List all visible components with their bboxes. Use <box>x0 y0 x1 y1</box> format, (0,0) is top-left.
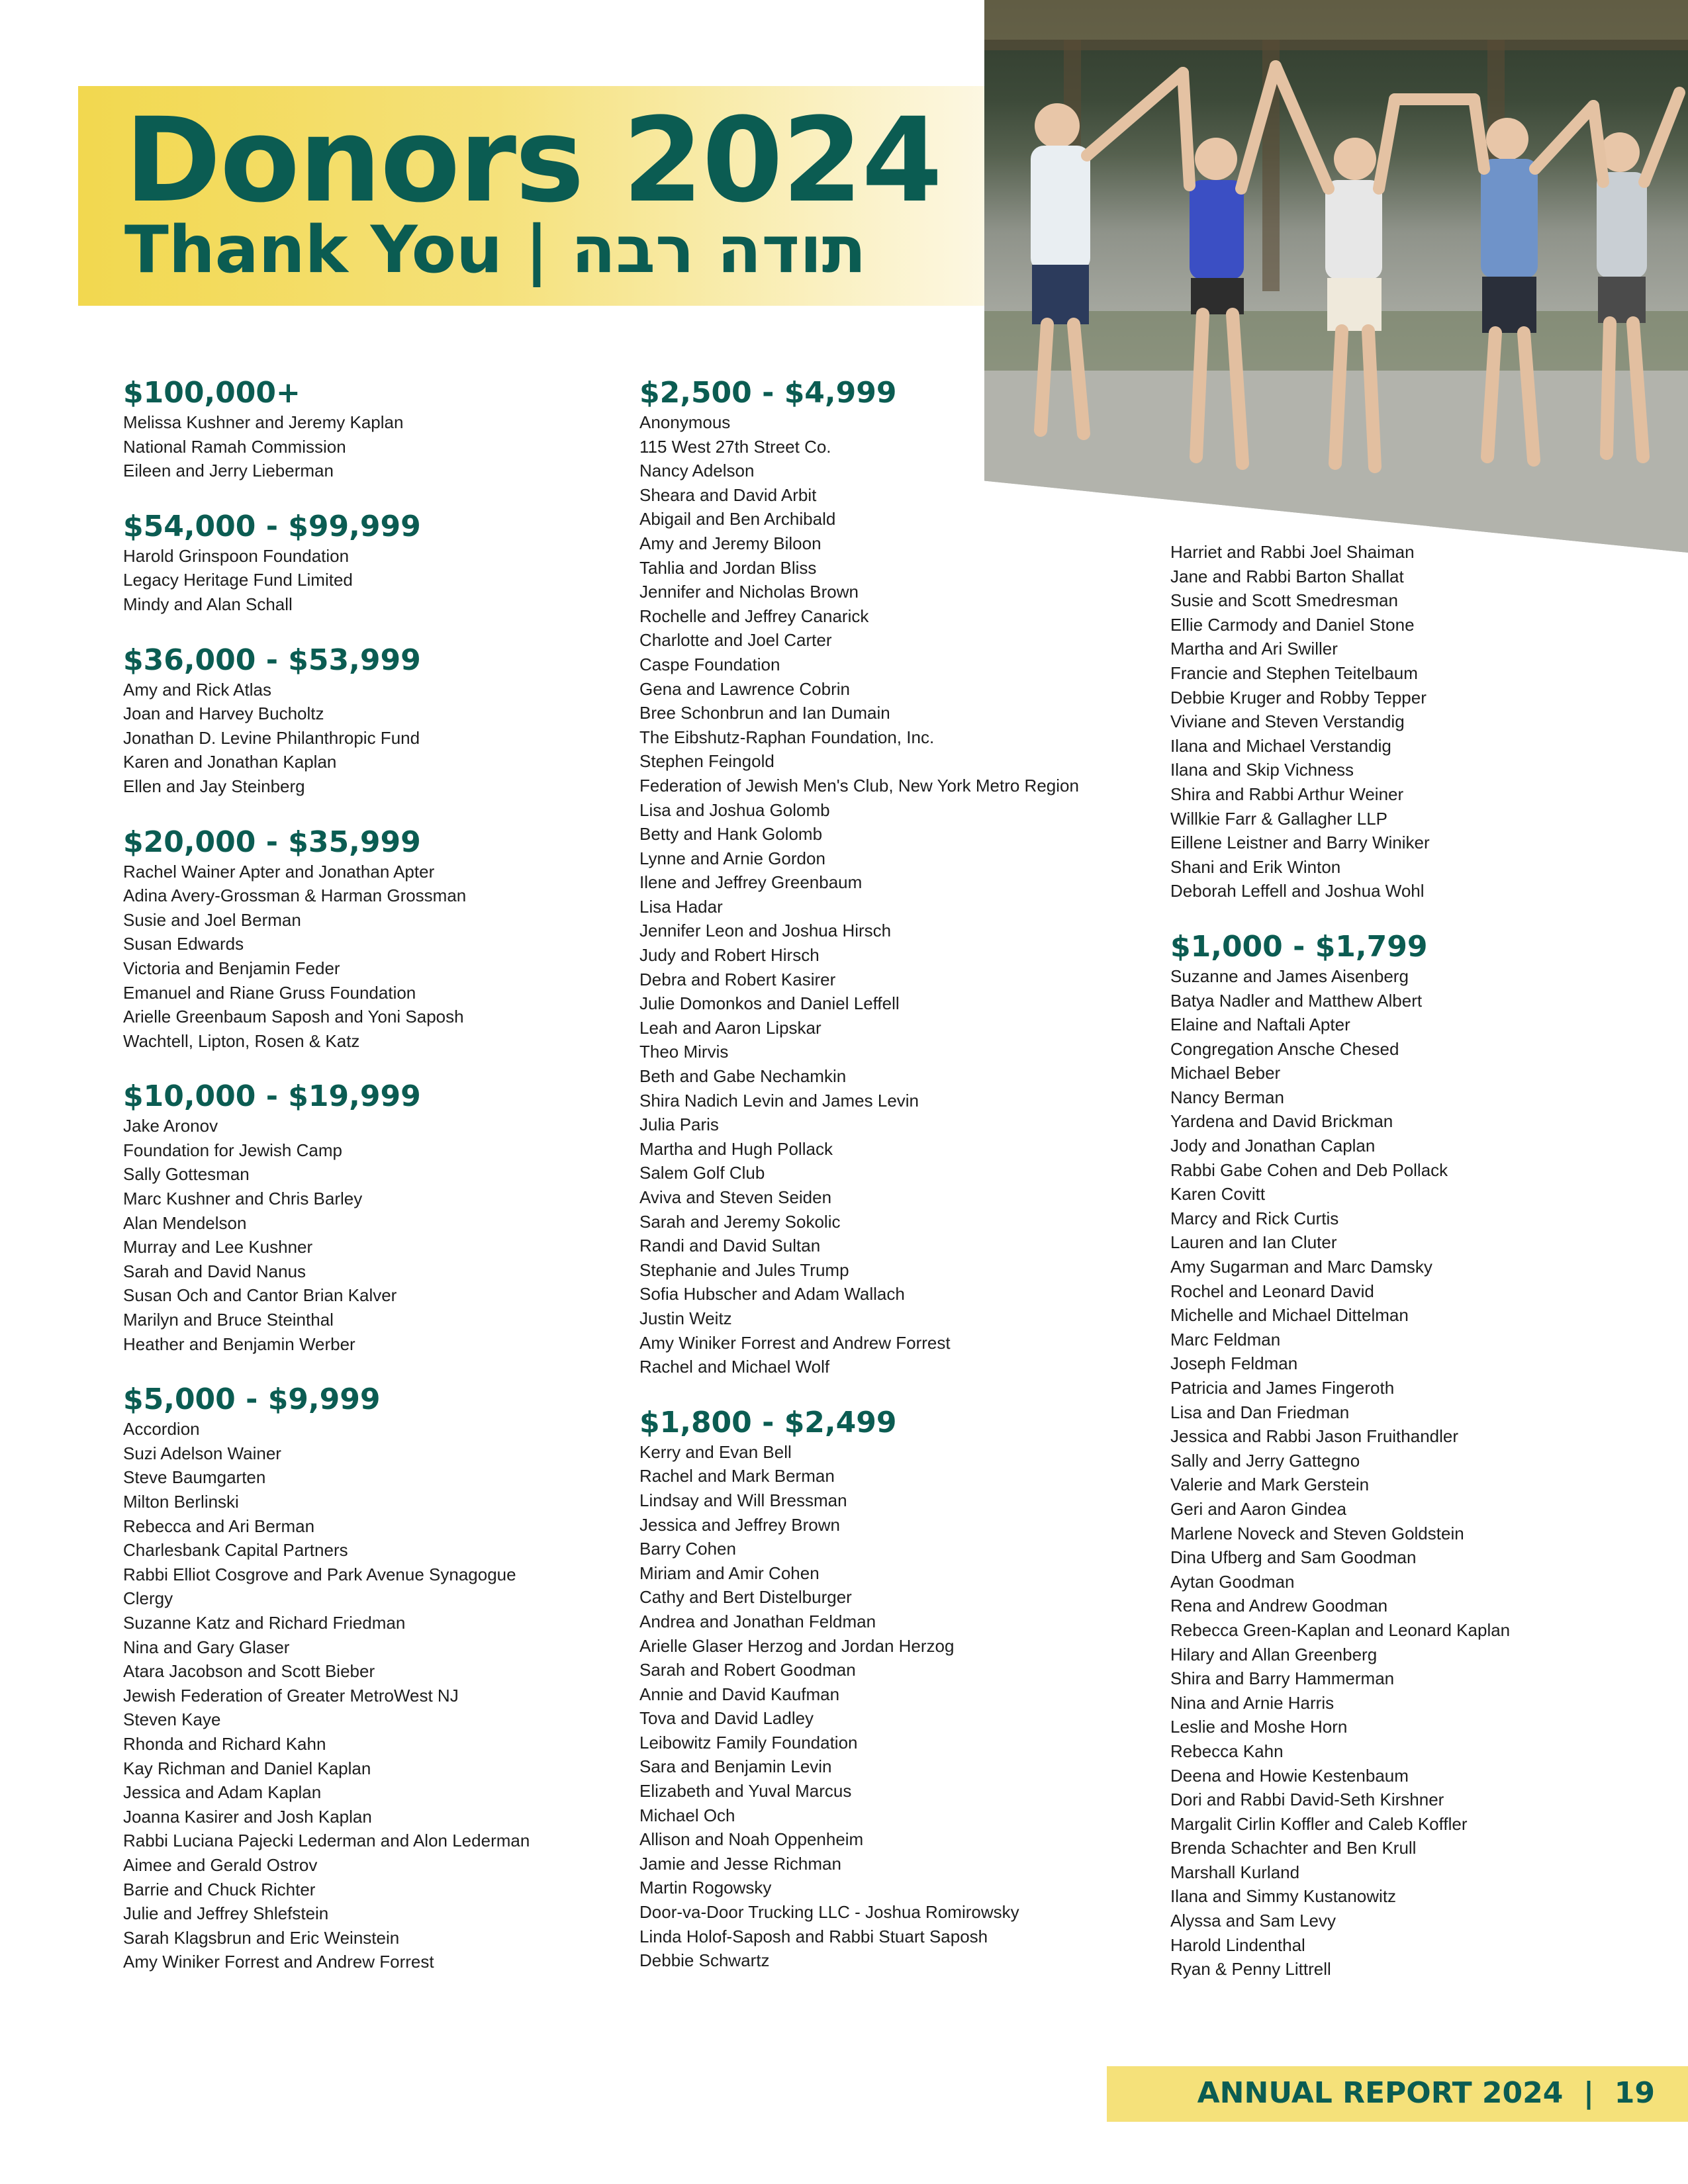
donor-name: Door-va-Door Trucking LLC - Joshua Romirowsky <box>639 1902 1019 1923</box>
donor-name: Valerie and Mark Gerstein <box>1170 1475 1370 1495</box>
donor-name: Ilana and Skip Vichness <box>1170 760 1354 780</box>
donor-name: Tova and David Ladley <box>639 1708 814 1729</box>
donor-list <box>123 1417 626 1974</box>
donor-name: Lindsay and Will Bressman <box>639 1490 847 1510</box>
donor-name: Nina and Gary Glaser <box>123 1637 290 1657</box>
donor-name: Eileen and Jerry Lieberman <box>123 461 334 481</box>
donor-name: Ellie Carmody and Daniel Stone <box>1170 614 1415 635</box>
donor-list <box>123 678 626 799</box>
donor-name: Sally Gottesman <box>123 1164 250 1185</box>
donor-name: Ryan & Penny Littrell <box>1170 1959 1331 1979</box>
donor-name: Clergy <box>123 1588 173 1609</box>
donor-name: Rebecca Green-Kaplan and Leonard Kaplan <box>1170 1619 1511 1640</box>
donor-name: Legacy Heritage Fund Limited <box>123 570 353 590</box>
donor-name: Lisa and Joshua Golomb <box>639 799 830 820</box>
donor-level-section <box>123 376 626 483</box>
donor-name: Barrie and Chuck Richter <box>123 1879 316 1899</box>
page-title: Donors 2024 <box>124 93 941 228</box>
donor-level-section <box>639 1406 1162 1973</box>
donor-name: Harriet and Rabbi Joel Shaiman <box>1170 542 1415 562</box>
donor-name: Viviane and Steven Verstandig <box>1170 711 1405 732</box>
donor-name: Stephanie and Jules Trump <box>639 1259 849 1280</box>
donor-level-heading: $10,000 - $19,999 <box>123 1079 421 1114</box>
donor-name: Victoria and Benjamin Feder <box>123 958 340 978</box>
donor-name: Leah and Aaron Lipskar <box>639 1017 821 1038</box>
donor-name: Accordion <box>123 1419 200 1439</box>
donor-name: Marcy and Rick Curtis <box>1170 1208 1339 1228</box>
donor-level-section <box>123 1079 626 1356</box>
donor-name: Dina Ufberg and Sam Goodman <box>1170 1547 1417 1568</box>
donor-level-section <box>639 376 1162 1379</box>
donor-name: Eillene Leistner and Barry Winiker <box>1170 833 1430 853</box>
donor-name: Brenda Schachter and Ben Krull <box>1170 1838 1417 1858</box>
donor-name: Linda Holof-Saposh and Rabbi Stuart Saposh <box>639 1926 988 1946</box>
donor-name: Wachtell, Lipton, Rosen & Katz <box>123 1030 360 1051</box>
donor-name: Shira and Rabbi Arthur Weiner <box>1170 784 1404 804</box>
donor-name: Aytan Goodman <box>1170 1571 1295 1592</box>
donor-name: Elaine and Naftali Apter <box>1170 1015 1350 1035</box>
donor-name: Marlene Noveck and Steven Goldstein <box>1170 1523 1464 1543</box>
donor-name: Ilana and Michael Verstandig <box>1170 735 1391 756</box>
donor-name: Steven Kaye <box>123 1709 221 1730</box>
donor-list <box>639 1440 1162 1973</box>
donor-name: Theo Mirvis <box>639 1042 729 1062</box>
donor-name: Martha and Ari Swiller <box>1170 639 1338 659</box>
donor-name: Jake Aronov <box>123 1116 218 1136</box>
donor-name: Harold Lindenthal <box>1170 1934 1305 1955</box>
donor-name: Kay Richman and Daniel Kaplan <box>123 1758 371 1778</box>
donor-name: Karen and Jonathan Kaplan <box>123 752 337 772</box>
donor-name: Batya Nadler and Matthew Albert <box>1170 990 1423 1011</box>
donor-name: Justin Weitz <box>639 1308 732 1328</box>
donor-name: Martin Rogowsky <box>639 1878 772 1898</box>
donor-name: Atara Jacobson and Scott Bieber <box>123 1661 375 1682</box>
page-number: 19 <box>1614 2076 1655 2110</box>
donor-name: Bree Schonbrun and Ian Dumain <box>639 703 890 723</box>
donor-name: Patricia and James Fingeroth <box>1170 1378 1395 1398</box>
donor-name: Lisa and Dan Friedman <box>1170 1402 1350 1422</box>
donor-name: Milton Berlinski <box>123 1492 239 1512</box>
donor-list <box>639 410 1162 1379</box>
donor-name: Karen Covitt <box>1170 1184 1266 1205</box>
donor-name: Jamie and Jesse Richman <box>639 1853 841 1874</box>
donor-level-heading: $54,000 - $99,999 <box>123 509 421 543</box>
donor-name: Yardena and David Brickman <box>1170 1111 1393 1132</box>
donor-name: Jessica and Adam Kaplan <box>123 1782 322 1803</box>
donor-name: Sofia Hubscher and Adam Wallach <box>639 1284 905 1304</box>
donor-name: Margalit Cirlin Koffler and Caleb Koffler <box>1170 1813 1468 1834</box>
donor-name: Murray and Lee Kushner <box>123 1237 313 1257</box>
donor-name: Rochelle and Jeffrey Canarick <box>639 606 869 626</box>
donor-name: Harold Grinspoon Foundation <box>123 545 350 566</box>
donor-name: Barry Cohen <box>639 1539 736 1559</box>
donor-name: Jonathan D. Levine Philanthropic Fund <box>123 727 420 748</box>
donor-name: Beth and Gabe Nechamkin <box>639 1066 847 1087</box>
donor-list <box>123 860 626 1054</box>
donor-level-section <box>123 1383 626 1974</box>
donor-name: Sarah and Jeremy Sokolic <box>639 1211 841 1232</box>
donor-name: Joan and Harvey Bucholtz <box>123 704 324 724</box>
donor-name: Michael Och <box>639 1805 735 1825</box>
donor-name: Joanna Kasirer and Josh Kaplan <box>123 1806 372 1827</box>
donor-name: Rachel and Mark Berman <box>639 1466 835 1486</box>
donor-level-section <box>123 643 626 799</box>
donor-name: Susan Edwards <box>123 934 244 954</box>
donor-level-heading: $5,000 - $9,999 <box>123 1383 381 1417</box>
donor-name: Lisa Hadar <box>639 896 723 917</box>
donor-name: Foundation for Jewish Camp <box>123 1140 342 1160</box>
donor-name: Alan Mendelson <box>123 1212 247 1233</box>
donor-name: Martha and Hugh Pollack <box>639 1138 833 1159</box>
donor-level-heading: $20,000 - $35,999 <box>123 825 421 859</box>
donor-name: Charlotte and Joel Carter <box>639 630 832 651</box>
donor-name: Marilyn and Bruce Steinthal <box>123 1310 334 1330</box>
donor-name: 115 West 27th Street Co. <box>639 436 831 457</box>
donor-name: Susie and Joel Berman <box>123 909 301 930</box>
donor-name: Suzanne Katz and Richard Friedman <box>123 1612 406 1633</box>
donor-name: Nancy Berman <box>1170 1087 1284 1107</box>
donor-name: Salem Golf Club <box>639 1163 765 1183</box>
donor-name: Susan Och and Cantor Brian Kalver <box>123 1285 397 1306</box>
donor-column-1 <box>123 376 626 2001</box>
donor-name: Dori and Rabbi David-Seth Kirshner <box>1170 1790 1444 1810</box>
donor-name: Jewish Federation of Greater MetroWest NJ <box>123 1685 459 1706</box>
donor-column-3 <box>1170 540 1673 2008</box>
donor-name: Hilary and Allan Greenberg <box>1170 1644 1378 1664</box>
donor-name: Francie and Stephen Teitelbaum <box>1170 662 1418 683</box>
donor-name: Sara and Benjamin Levin <box>639 1756 832 1777</box>
donor-name: Allison and Noah Oppenheim <box>639 1829 864 1850</box>
donor-name: Shira Nadich Levin and James Levin <box>639 1090 919 1111</box>
donor-name: Melissa Kushner and Jeremy Kaplan <box>123 412 404 432</box>
donor-name: Jessica and Jeffrey Brown <box>639 1514 840 1535</box>
donor-name: Rebecca and Ari Berman <box>123 1516 315 1536</box>
donor-level-heading: $2,500 - $4,999 <box>639 376 897 410</box>
donor-name: Ilana and Simmy Kustanowitz <box>1170 1886 1397 1907</box>
donor-name: Ilene and Jeffrey Greenbaum <box>639 872 863 893</box>
donor-name: Emanuel and Riane Gruss Foundation <box>123 982 416 1003</box>
donor-list <box>1170 964 1673 1981</box>
donor-name: Jennifer Leon and Joshua Hirsch <box>639 921 892 941</box>
donor-name: Sarah and Robert Goodman <box>639 1660 856 1680</box>
donor-name: Charlesbank Capital Partners <box>123 1540 348 1561</box>
donor-name: Marc Feldman <box>1170 1329 1281 1349</box>
donor-name: Jody and Jonathan Caplan <box>1170 1136 1376 1156</box>
donor-name: National Ramah Commission <box>123 436 346 457</box>
donor-name: Julie Domonkos and Daniel Leffell <box>639 993 900 1014</box>
donor-name: Debra and Robert Kasirer <box>639 969 836 989</box>
donor-name: Debbie Kruger and Robby Tepper <box>1170 687 1427 707</box>
donor-level-section-continued <box>1170 540 1673 903</box>
donor-name: Gena and Lawrence Cobrin <box>639 678 850 699</box>
donor-name: Michelle and Michael Dittelman <box>1170 1305 1409 1326</box>
donor-name: Miriam and Amir Cohen <box>639 1563 820 1583</box>
donor-name: Lauren and Ian Cluter <box>1170 1232 1337 1253</box>
donor-name: Lynne and Arnie Gordon <box>639 848 825 868</box>
donor-name: Nina and Arnie Harris <box>1170 1692 1335 1713</box>
donor-name: Sheara and David Arbit <box>639 484 817 505</box>
donor-name: Michael Beber <box>1170 1063 1281 1083</box>
donor-level-heading: $36,000 - $53,999 <box>123 643 421 677</box>
donor-name: Aviva and Steven Seiden <box>639 1187 832 1207</box>
donor-name: Tahlia and Jordan Bliss <box>639 557 817 578</box>
donor-level-section <box>1170 930 1673 1981</box>
donor-name: Caspe Foundation <box>639 654 780 674</box>
donor-name: Rochel and Leonard David <box>1170 1281 1374 1301</box>
donor-name: Mindy and Alan Schall <box>123 594 293 614</box>
donor-level-heading: $100,000+ <box>123 376 301 410</box>
donor-name: Federation of Jewish Men's Club, New York Metro Region <box>639 775 1079 796</box>
donor-name: Jane and Rabbi Barton Shallat <box>1170 566 1404 586</box>
donor-list <box>123 544 626 617</box>
donor-name: Amy Winiker Forrest and Andrew Forrest <box>123 1952 434 1972</box>
footer-separator: | <box>1583 2076 1595 2110</box>
donor-name: Congregation Ansche Chesed <box>1170 1038 1399 1059</box>
donor-name: Jennifer and Nicholas Brown <box>639 582 859 602</box>
donor-name: Judy and Robert Hirsch <box>639 945 820 966</box>
donor-name: Rachel and Michael Wolf <box>639 1357 830 1377</box>
donor-name: Anonymous <box>639 412 731 432</box>
donor-name: Kerry and Evan Bell <box>639 1441 792 1462</box>
donor-name: Rhonda and Richard Kahn <box>123 1733 326 1754</box>
donor-name: Suzanne and James Aisenberg <box>1170 966 1409 986</box>
donor-name: Debbie Schwartz <box>639 1950 770 1971</box>
donor-name: Rebecca Kahn <box>1170 1741 1284 1761</box>
donor-name: Annie and David Kaufman <box>639 1684 840 1704</box>
donor-list <box>123 410 626 483</box>
donor-name: Nancy Adelson <box>639 461 755 481</box>
donor-level-heading: $1,000 - $1,799 <box>1170 929 1428 964</box>
footer <box>1197 2073 1655 2113</box>
donor-name: Sally and Jerry Gattegno <box>1170 1450 1360 1471</box>
donor-name: Adina Avery-Grossman & Harman Grossman <box>123 886 467 906</box>
donor-name: Alyssa and Sam Levy <box>1170 1911 1336 1931</box>
donor-name: Geri and Aaron Gindea <box>1170 1498 1346 1519</box>
donor-name: Shani and Erik Winton <box>1170 856 1341 877</box>
donor-name: Shira and Barry Hammerman <box>1170 1668 1395 1689</box>
donor-name: Amy Sugarman and Marc Damsky <box>1170 1257 1432 1277</box>
donor-name: Julie and Jeffrey Shlefstein <box>123 1903 329 1924</box>
footer-label: ANNUAL REPORT 2024 <box>1197 2076 1564 2110</box>
donor-list <box>1170 540 1673 903</box>
donor-level-heading: $1,800 - $2,499 <box>639 1405 897 1439</box>
donor-name: Susie and Scott Smedresman <box>1170 590 1398 611</box>
page-subtitle: Thank You | תודה רבה <box>124 212 867 288</box>
donor-name: Joseph Feldman <box>1170 1353 1298 1374</box>
donor-name: Amy and Jeremy Biloon <box>639 533 821 553</box>
donor-name: Rachel Wainer Apter and Jonathan Apter <box>123 861 435 882</box>
donor-name: Cathy and Bert Distelburger <box>639 1587 852 1608</box>
donor-name: The Eibshutz-Raphan Foundation, Inc. <box>639 727 935 747</box>
donor-column-2 <box>639 376 1162 1999</box>
donor-name: Rabbi Elliot Cosgrove and Park Avenue Synagogue <box>123 1564 516 1584</box>
donor-name: Amy and Rick Atlas <box>123 679 271 700</box>
donor-name: Abigail and Ben Archibald <box>639 509 836 529</box>
donor-name: Sarah and David Nanus <box>123 1261 306 1281</box>
donor-name: Heather and Benjamin Werber <box>123 1334 355 1354</box>
donor-name: Rena and Andrew Goodman <box>1170 1596 1388 1616</box>
donor-name: Jessica and Rabbi Jason Fruithandler <box>1170 1426 1459 1447</box>
donor-name: Randi and David Sultan <box>639 1236 821 1256</box>
donor-name: Leslie and Moshe Horn <box>1170 1717 1348 1737</box>
donor-name: Deena and Howie Kestenbaum <box>1170 1765 1409 1786</box>
donor-name: Leibowitz Family Foundation <box>639 1732 858 1752</box>
donor-name: Marshall Kurland <box>1170 1862 1300 1882</box>
donor-name: Stephen Feingold <box>639 751 774 772</box>
donor-name: Sarah Klagsbrun and Eric Weinstein <box>123 1927 400 1948</box>
donor-name: Aimee and Gerald Ostrov <box>123 1854 318 1875</box>
donor-name: Arielle Greenbaum Saposh and Yoni Saposh <box>123 1007 464 1027</box>
donor-name: Elizabeth and Yuval Marcus <box>639 1781 852 1801</box>
donor-level-section <box>123 510 626 617</box>
donor-name: Julia Paris <box>639 1115 719 1135</box>
donor-name: Arielle Glaser Herzog and Jordan Herzog <box>639 1635 955 1656</box>
donor-name: Rabbi Gabe Cohen and Deb Pollack <box>1170 1160 1448 1180</box>
donor-level-section <box>123 825 626 1054</box>
donor-name: Andrea and Jonathan Feldman <box>639 1611 876 1631</box>
donor-name: Steve Baumgarten <box>123 1467 266 1488</box>
donor-name: Deborah Leffell and Joshua Wohl <box>1170 881 1425 901</box>
donor-name: Marc Kushner and Chris Barley <box>123 1189 363 1209</box>
donor-name: Willkie Farr & Gallagher LLP <box>1170 808 1387 829</box>
donor-list <box>123 1114 626 1356</box>
donor-name: Ellen and Jay Steinberg <box>123 776 305 796</box>
donor-name: Rabbi Luciana Pajecki Lederman and Alon Lederman <box>123 1831 530 1851</box>
donor-name: Betty and Hank Golomb <box>639 824 823 844</box>
donor-name: Amy Winiker Forrest and Andrew Forrest <box>639 1332 951 1353</box>
donor-name: Suzi Adelson Wainer <box>123 1443 281 1463</box>
